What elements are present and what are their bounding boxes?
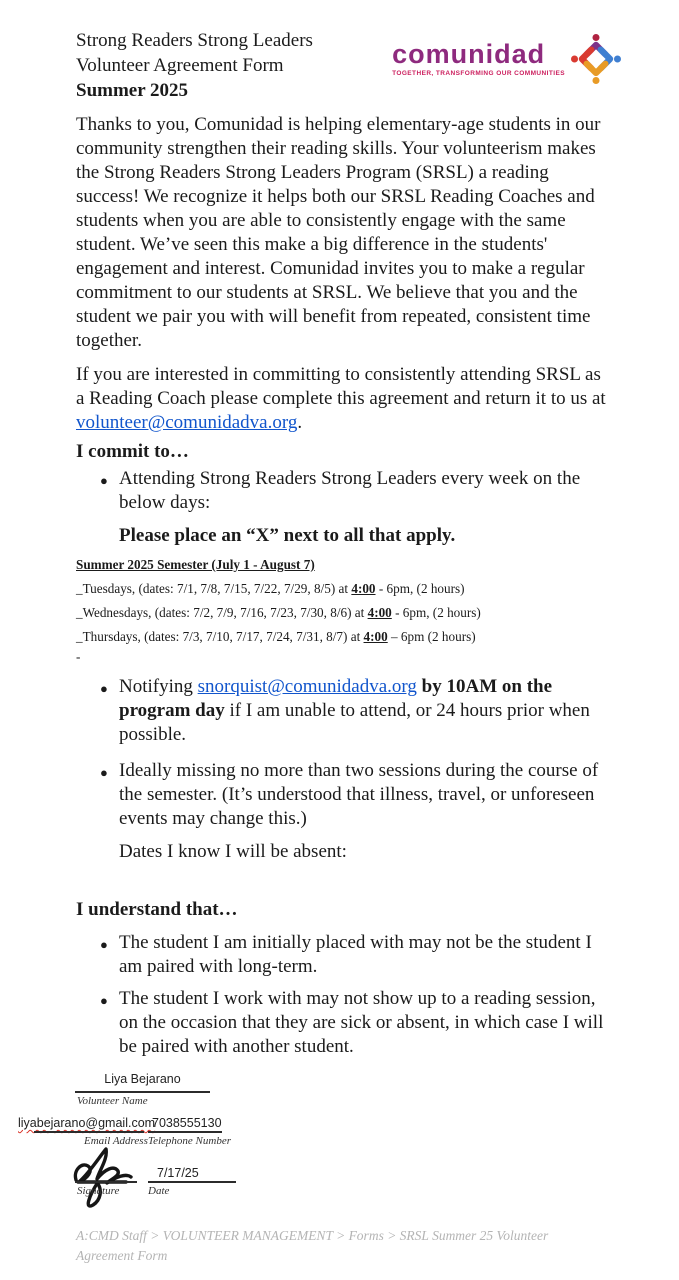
- understand-bullet-noshow-text: The student I work with may not show up to a reading session, on the occasion that they are sick or absent, in which case I will be paired with another student.: [119, 988, 604, 1057]
- date-label: Date: [148, 1185, 170, 1197]
- tuesdays-x-blank[interactable]: _: [76, 581, 83, 596]
- volunteer-name-field[interactable]: Liya Bejarano: [104, 1072, 181, 1086]
- wednesdays-x-blank[interactable]: _: [76, 605, 83, 620]
- bullet-dot-icon: ●: [100, 765, 108, 780]
- date-field[interactable]: 7/17/25: [157, 1166, 199, 1180]
- telephone-number-field[interactable]: 7038555130: [152, 1116, 222, 1130]
- schedule-heading: Summer 2025 Semester (July 1 - August 7): [76, 557, 315, 572]
- thursdays-text-after: – 6pm (2 hours): [387, 629, 476, 644]
- commit-heading: I commit to…: [76, 441, 189, 462]
- intro-paragraph: Thanks to you, Comunidad is helping elementary-age students in our community strengthen their reading skills. Your volunteerism makes the Strong Readers Strong Leaders Program (SRSL) a reading success! We recognize it helps both our SRSL Reading Coaches and students when you are able to consistently engage with the same student. We’ve seen this make a big difference in the students' engagement and interest. Comunidad invites you to make a regular commitment to our students at SRSL. We believe that you and the student we pair you with will benefit from repeated, consistent time together.: [76, 114, 601, 351]
- document-title: [76, 28, 313, 103]
- schedule-trailing-dash: -: [76, 649, 81, 664]
- file-path-footer: A:CMD Staff > VOLUNTEER MANAGEMENT > Forms > SRSL Summer 25 Volunteer Agreement Form: [76, 1228, 549, 1263]
- icon-dot-left: [571, 55, 578, 62]
- comunidad-wordmark: comunidad: [392, 39, 546, 69]
- wednesdays-text: Wednesdays, (dates: 7/2, 7/9, 7/16, 7/23, 7/30, 8/6) at: [82, 605, 368, 620]
- comunidad-tagline: TOGETHER, TRANSFORMING OUR COMMUNITIES: [392, 70, 565, 77]
- bullet-dot-icon: ●: [100, 937, 108, 952]
- signature-label: Signature: [77, 1185, 120, 1197]
- email-line: [34, 1131, 144, 1133]
- icon-dot-top: [592, 34, 599, 41]
- date-line: [148, 1181, 236, 1183]
- commit-bullet-missing-text: Ideally missing no more than two sessions during the course of the semester. (It’s understood that illness, travel, or unforeseen events may change this.): [119, 760, 599, 829]
- title-line-1: Strong Readers Strong Leaders: [76, 30, 313, 51]
- volunteer-email-link[interactable]: volunteer@comunidadva.org: [76, 412, 298, 433]
- commit-bullet-missing: [76, 759, 613, 831]
- interest-text-after: .: [297, 412, 303, 433]
- place-x-instruction: Please place an “X” next to all that apply.: [119, 525, 456, 546]
- tuesdays-text-after: - 6pm, (2 hours): [375, 581, 465, 596]
- title-line-2: Volunteer Agreement Form: [76, 55, 284, 76]
- notify-text-before: Notifying: [119, 676, 198, 697]
- schedule-row-tuesdays: [76, 581, 615, 597]
- tuesdays-text: Tuesdays, (dates: 7/1, 7/8, 7/15, 7/22, 7/29, 8/5) at: [82, 581, 352, 596]
- understand-bullet-placement-text: The student I am initially placed with may not be the student I am paired with long-term.: [119, 932, 592, 977]
- bullet-dot-icon: ●: [100, 681, 108, 696]
- notify-text-after: if I am unable to attend, or 24 hours prior when possible.: [119, 700, 590, 745]
- comunidad-logo: [392, 34, 621, 84]
- schedule-row-wednesdays: [76, 605, 615, 621]
- email-address-field[interactable]: liyabejarano@gmail.com: [18, 1116, 156, 1130]
- wednesdays-text-after: - 6pm, (2 hours): [391, 605, 481, 620]
- commit-bullet-attending-text: Attending Strong Readers Strong Leaders every week on the below days:: [119, 468, 581, 513]
- icon-person-bottom: [587, 64, 606, 73]
- signature-line: [75, 1181, 137, 1183]
- thursdays-start-time: 4:00: [363, 629, 388, 644]
- understand-bullet-placement: [76, 931, 613, 979]
- title-line-3: Summer 2025: [76, 80, 189, 101]
- thursdays-x-blank[interactable]: _: [76, 629, 83, 644]
- commit-bullet-notify: [76, 675, 613, 747]
- bullet-dot-icon: ●: [100, 473, 108, 488]
- commit-bullet-attending: [76, 467, 613, 515]
- wednesdays-start-time: 4:00: [367, 605, 392, 620]
- document-header: [76, 28, 615, 103]
- email-address-label: Email Address: [84, 1135, 148, 1147]
- telephone-number-label: Telephone Number: [148, 1135, 232, 1147]
- absent-dates-line: Dates I know I will be absent:: [119, 841, 347, 862]
- interest-text-before: If you are interested in committing to consistently attending SRSL as a Reading Coach please complete this agreement and return it to us at: [76, 364, 606, 409]
- thursdays-text: Thursdays, (dates: 7/3, 7/10, 7/17, 7/24, 7/31, 8/7) at: [82, 629, 364, 644]
- volunteer-name-line: [75, 1091, 210, 1093]
- schedule-row-thursdays: [76, 629, 615, 645]
- volunteer-name-label: Volunteer Name: [77, 1095, 148, 1107]
- understand-bullet-noshow: [76, 987, 613, 1059]
- schedule-block: [76, 557, 615, 665]
- interest-paragraph: [76, 363, 613, 435]
- icon-dot-bottom: [592, 77, 599, 84]
- snorquist-email-link[interactable]: snorquist@comunidadva.org: [197, 676, 417, 697]
- comunidad-logo-text: [392, 41, 565, 77]
- signature-scribble[interactable]: [68, 1144, 142, 1208]
- comunidad-people-x-icon: [571, 34, 621, 84]
- telephone-line: [148, 1131, 222, 1133]
- icon-dot-right: [614, 55, 621, 62]
- tuesdays-start-time: 4:00: [351, 581, 376, 596]
- notify-bold-text: by 10AM on the program day: [119, 676, 553, 721]
- understand-heading: I understand that…: [76, 899, 238, 920]
- bullet-dot-icon: ●: [100, 993, 108, 1008]
